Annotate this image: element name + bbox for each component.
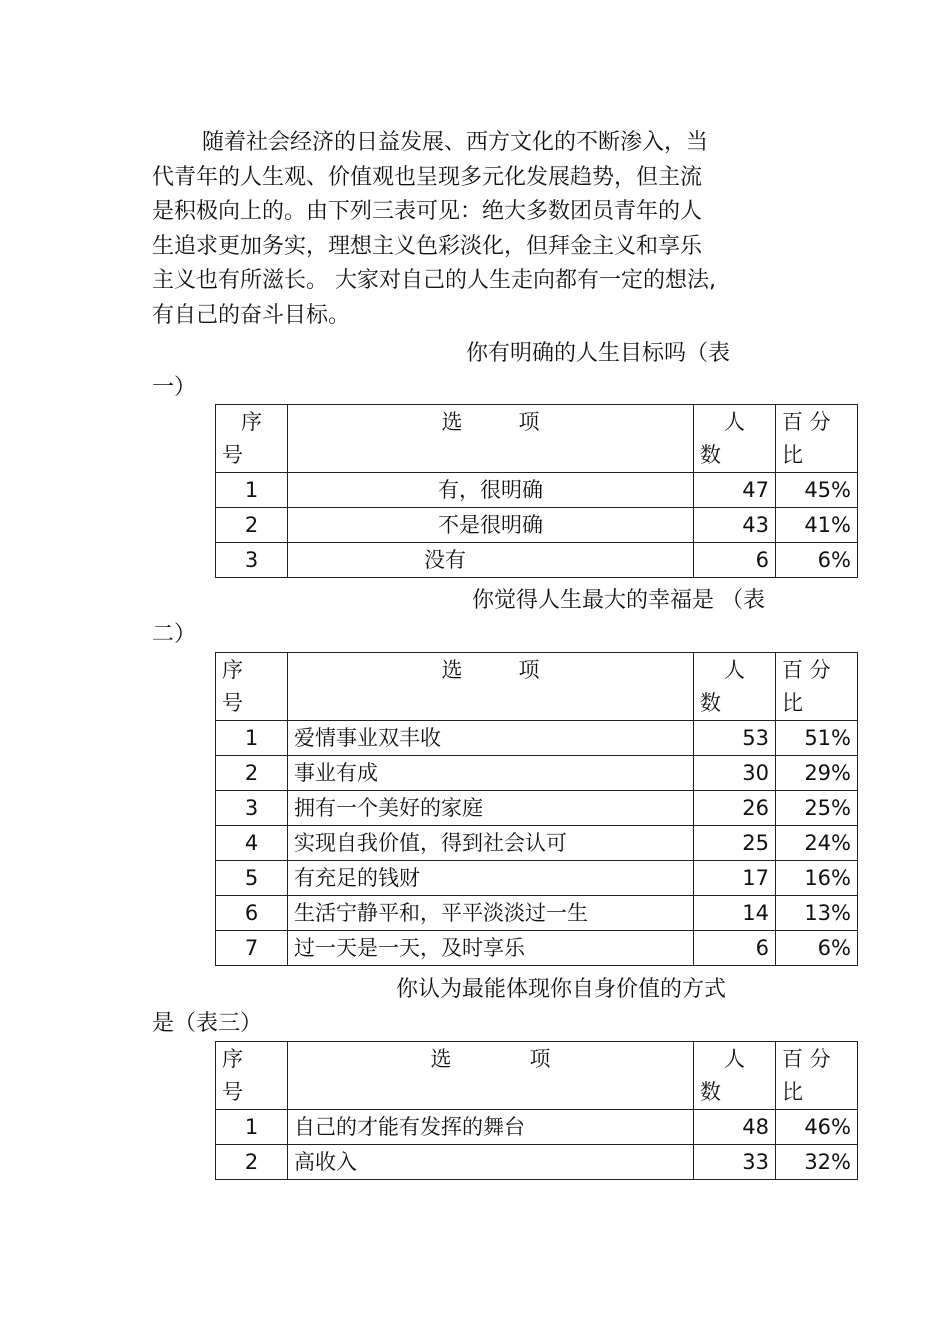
row-option: 不是很明确	[288, 508, 694, 543]
header-count: 人 数	[694, 405, 776, 473]
row-no: 7	[216, 931, 288, 966]
row-count: 25	[694, 826, 776, 861]
row-pct: 41%	[776, 508, 858, 543]
row-no: 2	[216, 1145, 288, 1180]
row-pct: 32%	[776, 1145, 858, 1180]
header-no: 序 号	[216, 405, 288, 473]
row-count: 48	[694, 1110, 776, 1145]
table2	[215, 652, 858, 966]
table3-caption-line1: 你认为最能体现你自身价值的方式	[396, 977, 727, 1002]
table-row	[216, 791, 858, 826]
row-option: 没有	[288, 543, 694, 578]
table1	[215, 404, 858, 578]
header-pct: 百 分 比	[776, 653, 858, 721]
row-pct: 16%	[776, 861, 858, 896]
row-count: 26	[694, 791, 776, 826]
table-header-row	[216, 653, 858, 721]
row-pct: 24%	[776, 826, 858, 861]
row-pct: 6%	[776, 931, 858, 966]
header-option: 选 项	[288, 405, 694, 473]
row-no: 1	[216, 1110, 288, 1145]
intro-line: 代青年的人生观、价值观也呈现多元化发展趋势，但主流	[152, 164, 703, 190]
row-count: 30	[694, 756, 776, 791]
row-no: 2	[216, 508, 288, 543]
row-option: 实现自我价值，得到社会认可	[288, 826, 694, 861]
header-pct: 百 分 比	[776, 1042, 858, 1110]
table-header-row	[216, 1042, 858, 1110]
table2-caption-line1: 你觉得人生最大的幸福是 （表	[472, 588, 765, 613]
intro-line: 有自己的奋斗目标。	[152, 302, 351, 328]
row-option: 事业有成	[288, 756, 694, 791]
row-option: 高收入	[288, 1145, 694, 1180]
row-pct: 45%	[776, 473, 858, 508]
table3-caption-line2: 是（表三）	[152, 1011, 263, 1036]
table3	[215, 1041, 858, 1180]
table-row	[216, 861, 858, 896]
table-row	[216, 543, 858, 578]
row-count: 53	[694, 721, 776, 756]
intro-paragraph	[152, 126, 762, 333]
table2-caption	[152, 584, 792, 652]
table-row	[216, 721, 858, 756]
row-option: 拥有一个美好的家庭	[288, 791, 694, 826]
table1-caption	[152, 337, 792, 405]
row-option: 有，很明确	[288, 473, 694, 508]
header-count: 人 数	[694, 1042, 776, 1110]
intro-line: 主义也有所滋长。 大家对自己的人生走向都有一定的想法,	[152, 268, 716, 293]
table-header-row	[216, 405, 858, 473]
row-no: 3	[216, 543, 288, 578]
row-count: 6	[694, 931, 776, 966]
row-option: 有充足的钱财	[288, 861, 694, 896]
table2-caption-line2: 二）	[152, 622, 197, 647]
header-option: 选 项	[288, 653, 694, 721]
header-option: 选 项	[288, 1042, 694, 1110]
intro-line: 生追求更加务实，理想主义色彩淡化，但拜金主义和享乐	[152, 233, 703, 259]
row-no: 5	[216, 861, 288, 896]
row-option: 过一天是一天，及时享乐	[288, 931, 694, 966]
table-row	[216, 756, 858, 791]
row-option: 自己的才能有发挥的舞台	[288, 1110, 694, 1145]
header-pct: 百 分 比	[776, 405, 858, 473]
row-pct: 6%	[776, 543, 858, 578]
row-count: 14	[694, 896, 776, 931]
table-row	[216, 1145, 858, 1180]
table1-caption-line2: 一）	[152, 375, 197, 400]
row-no: 1	[216, 473, 288, 508]
row-no: 1	[216, 721, 288, 756]
intro-line: 随着社会经济的日益发展、西方文化的不断渗入，当	[202, 130, 709, 155]
table-row	[216, 896, 858, 931]
header-count: 人 数	[694, 653, 776, 721]
table1-caption-line1: 你有明确的人生目标吗（表	[466, 341, 731, 366]
row-option: 爱情事业双丰收	[288, 721, 694, 756]
row-no: 3	[216, 791, 288, 826]
row-pct: 13%	[776, 896, 858, 931]
header-no: 序 号	[216, 653, 288, 721]
table-row	[216, 508, 858, 543]
row-option: 生活宁静平和，平平淡淡过一生	[288, 896, 694, 931]
table-row	[216, 931, 858, 966]
row-no: 6	[216, 896, 288, 931]
row-count: 33	[694, 1145, 776, 1180]
table-row	[216, 1110, 858, 1145]
row-pct: 51%	[776, 721, 858, 756]
row-pct: 46%	[776, 1110, 858, 1145]
table-row	[216, 826, 858, 861]
table-row	[216, 473, 858, 508]
header-no: 序 号	[216, 1042, 288, 1110]
table3-caption	[152, 973, 792, 1041]
row-no: 2	[216, 756, 288, 791]
row-count: 17	[694, 861, 776, 896]
intro-line: 是积极向上的。由下列三表可见：绝大多数团员青年的人	[152, 199, 703, 224]
row-count: 47	[694, 473, 776, 508]
row-no: 4	[216, 826, 288, 861]
row-pct: 29%	[776, 756, 858, 791]
row-pct: 25%	[776, 791, 858, 826]
row-count: 6	[694, 543, 776, 578]
row-count: 43	[694, 508, 776, 543]
